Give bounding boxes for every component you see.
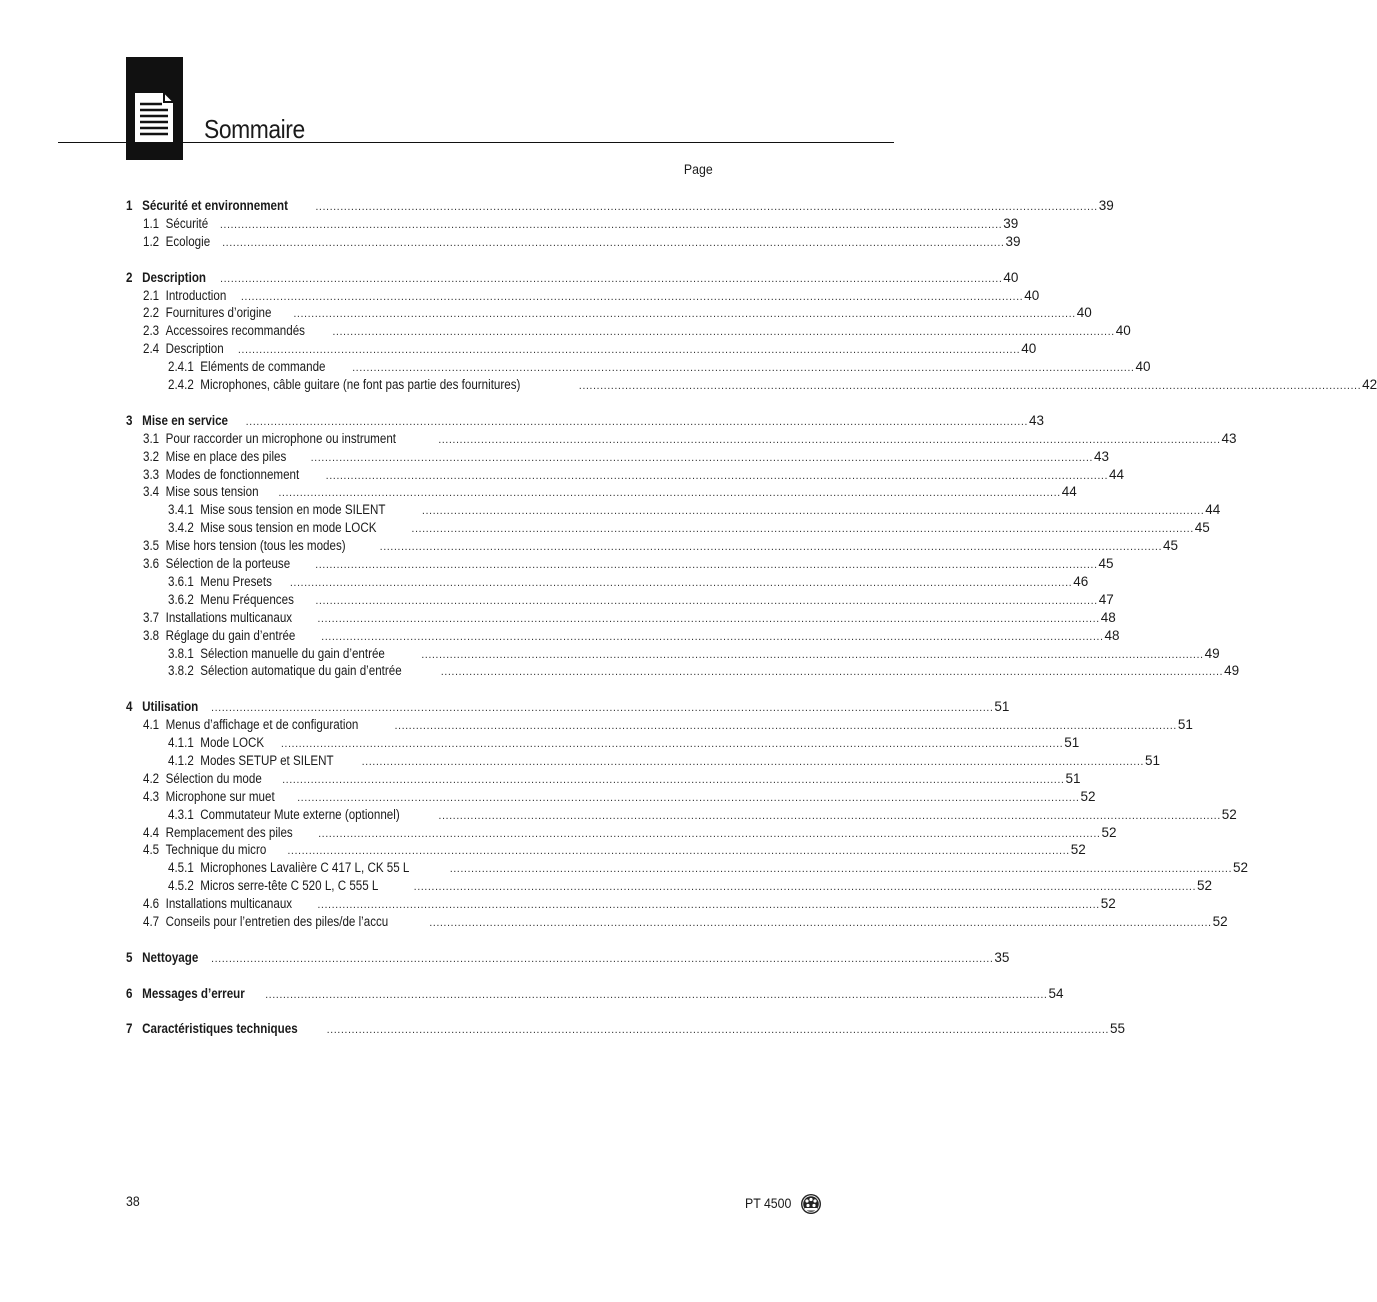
toc-entry-title: Commutateur Mute externe (optionnel) (200, 806, 400, 822)
toc-entry-label (168, 501, 385, 519)
toc-entry-page: 52 (1233, 860, 1249, 876)
toc-entry (126, 376, 1377, 394)
toc-entry-page: 44 (1061, 484, 1077, 500)
toc-dot-leader: ............................................................................................................................................................................................................................ (438, 433, 1221, 446)
toc-entry-title: Sélection de la porteuse (165, 556, 291, 571)
toc-entry-page: 52 (1080, 788, 1096, 804)
toc-entry (126, 215, 1019, 233)
toc-entry-title: Menus d’affichage et de configuration (165, 717, 359, 733)
toc-dot-leader: ............................................................................................................................................................................................................................ (293, 308, 1076, 321)
toc-entry (126, 788, 1096, 806)
toc-entry-number: 2.4.1 (168, 359, 194, 375)
toc-dot-leader: ............................................................................................................................................................................................................................ (278, 487, 1061, 500)
toc-entry-number: 2.4.2 (168, 377, 194, 392)
toc-entry-page: 39 (1005, 233, 1021, 249)
toc-entry-number: 1 (126, 198, 133, 213)
toc-entry-number: 2.1 (143, 287, 160, 303)
toc-entry-title: Sélection du mode (165, 770, 262, 786)
toc-entry-title: Micros serre-tête C 520 L, C 555 L (200, 878, 379, 894)
toc-entry-number: 3.1 (143, 430, 160, 446)
toc-entry (126, 877, 1213, 895)
toc-entry (126, 698, 1010, 716)
toc-entry (126, 591, 1114, 609)
toc-entry (126, 448, 1110, 466)
toc-entry-title: Remplacement des piles (165, 824, 293, 840)
toc-entry-title: Messages d’erreur (142, 985, 245, 1001)
toc-entry-title: Caractéristiques techniques (142, 1021, 298, 1037)
toc-entry-number: 3.7 (143, 609, 160, 625)
toc-entry (126, 537, 1179, 555)
toc-dot-leader: ............................................................................................................................................................................................................................ (361, 755, 1144, 768)
toc-entry-title: Mise hors tension (tous les modes) (165, 538, 346, 554)
toc-entry (126, 233, 1021, 251)
toc-dot-leader: ............................................................................................................................................................................................................................ (289, 576, 1073, 589)
toc-entry-number: 4.7 (143, 914, 160, 929)
toc-entry-title: Description (165, 341, 224, 357)
toc-entry (126, 322, 1131, 340)
toc-entry (126, 304, 1092, 322)
toc-entry (126, 287, 1040, 305)
page-column-label: Page (684, 161, 713, 177)
toc-entry (126, 824, 1117, 842)
toc-entry-label (126, 949, 198, 967)
toc-entry-label (143, 770, 262, 788)
toc-entry-page: 52 (1197, 878, 1213, 894)
toc-entry (126, 573, 1089, 591)
toc-dot-leader: ............................................................................................................................................................................................................................ (352, 362, 1135, 375)
toc-entry-page: 45 (1194, 520, 1210, 536)
toc-entry-number: 4.5.1 (168, 860, 194, 876)
toc-entry-number: 3.6.2 (168, 591, 194, 607)
toc-entry-title: Ecologie (165, 233, 211, 249)
toc-entry-label (143, 483, 259, 501)
toc-entry-title: Menu Presets (200, 573, 272, 589)
toc-entry-number: 3.8.2 (168, 663, 194, 679)
toc-entry-number: 4.3.1 (168, 806, 194, 822)
toc-entry (126, 985, 1064, 1003)
toc-dot-leader: ............................................................................................................................................................................................................................ (211, 952, 994, 965)
toc-entry-label (168, 519, 376, 537)
toc-entry-label (143, 895, 292, 913)
toc-entry-label (168, 358, 325, 376)
toc-entry-title: Sélection manuelle du gain d’entrée (200, 645, 385, 661)
toc-dot-leader: ............................................................................................................................................................................................................................ (421, 648, 1204, 661)
toc-dot-leader: ............................................................................................................................................................................................................................ (394, 720, 1177, 733)
toc-entry-label (143, 448, 286, 466)
toc-entry-title: Introduction (165, 287, 227, 303)
toc-dot-leader: ............................................................................................................................................................................................................................ (317, 612, 1100, 625)
toc-entry-label (126, 698, 198, 716)
toc-entry-label (168, 662, 402, 680)
toc-entry-title: Sélection automatique du gain d’entrée (200, 663, 402, 679)
toc-dot-leader: ............................................................................................................................................................................................................................ (315, 594, 1098, 607)
toc-entry-title: Modes SETUP et SILENT (200, 752, 334, 768)
toc-entry-label (168, 877, 378, 895)
toc-entry-page: 40 (1021, 341, 1037, 357)
page-title: Sommaire (204, 114, 305, 144)
toc-entry-page: 52 (1212, 914, 1228, 929)
toc-entry-page: 39 (1098, 198, 1114, 213)
toc-entry-label (126, 1020, 298, 1038)
toc-dot-leader: ............................................................................................................................................................................................................................ (240, 290, 1024, 303)
toc-dot-leader: ............................................................................................................................................................................................................................ (449, 863, 1233, 876)
toc-entry (126, 895, 1116, 913)
toc-dot-leader: ............................................................................................................................................................................................................................ (578, 380, 1362, 392)
toc-entry-title: Réglage du gain d’entrée (165, 627, 296, 643)
toc-entry-page: 51 (1144, 752, 1160, 768)
toc-entry-page: 40 (1076, 305, 1092, 321)
toc-entry-page: 44 (1205, 502, 1221, 518)
toc-entry-label (168, 376, 520, 394)
toc-entry-label (168, 752, 334, 770)
toc-dot-leader: ............................................................................................................................................................................................................................ (222, 236, 1005, 249)
toc-entry (126, 627, 1120, 645)
toc-entry-number: 3.4.2 (168, 520, 194, 536)
toc-dot-leader: ............................................................................................................................................................................................................................ (280, 738, 1064, 750)
toc-entry-number: 4.6 (143, 896, 160, 912)
toc-entry-label (126, 269, 206, 287)
toc-entry (126, 519, 1210, 537)
toc-entry-label (143, 609, 292, 627)
toc-entry-number: 4.5 (143, 842, 160, 858)
toc-entry-title: Eléments de commande (200, 359, 326, 375)
toc-entry-label (168, 859, 409, 877)
toc-entry-title: Mode LOCK (200, 735, 265, 750)
toc-entry-page: 47 (1098, 591, 1114, 607)
toc-entry-number: 3.4 (143, 484, 160, 500)
toc-entry (126, 752, 1160, 770)
toc-entry-title: Mise sous tension (165, 484, 259, 500)
toc-entry-title: Modes de fonctionnement (165, 466, 300, 482)
toc-entry-number: 3.4.1 (168, 502, 194, 518)
toc-entry-title: Mise sous tension en mode LOCK (200, 520, 377, 536)
toc-entry-title: Accessoires recommandés (165, 323, 305, 339)
toc-entry (126, 913, 1228, 931)
toc-entry-label (143, 627, 295, 645)
toc-entry-number: 4 (126, 699, 133, 715)
toc-entry-title: Installations multicanaux (165, 896, 293, 912)
toc-dot-leader: ............................................................................................................................................................................................................................ (379, 541, 1162, 554)
toc-entry-page: 35 (994, 949, 1010, 965)
toc-entry-title: Microphone sur muet (165, 788, 275, 804)
toc-entry-title: Pour raccorder un microphone ou instrument (165, 430, 397, 446)
toc-dot-leader: ............................................................................................................................................................................................................................ (318, 827, 1101, 840)
toc-dot-leader: ............................................................................................................................................................................................................................ (297, 791, 1080, 804)
section-header-block (126, 57, 183, 160)
toc-entry-page: 51 (994, 699, 1010, 715)
toc-entry-page: 39 (1003, 215, 1019, 231)
toc-entry-number: 7 (126, 1021, 133, 1037)
toc-entry (126, 466, 1125, 484)
toc-entry-title: Sécurité (165, 215, 209, 231)
toc-entry-number: 3 (126, 412, 133, 428)
toc-dot-leader: ............................................................................................................................................................................................................................ (211, 702, 994, 715)
toc-entry (126, 859, 1249, 877)
toc-dot-leader: ............................................................................................................................................................................................................................ (282, 773, 1065, 786)
toc-entry-number: 4.1.1 (168, 735, 194, 750)
toc-entry-title: Mise en place des piles (165, 448, 287, 464)
toc-entry (126, 340, 1037, 358)
toc-entry-number: 1.2 (143, 233, 160, 249)
toc-dot-leader: ............................................................................................................................................................................................................................ (265, 988, 1048, 1001)
toc-entry-page: 48 (1104, 627, 1120, 643)
toc-entry (126, 197, 1114, 215)
toc-entry-number: 4.5.2 (168, 878, 194, 894)
product-name: PT 4500 (745, 1195, 792, 1211)
toc-entry-page: 45 (1163, 538, 1179, 554)
toc-dot-leader: ............................................................................................................................................................................................................................ (332, 326, 1115, 339)
toc-entry-page: 43 (1221, 430, 1237, 446)
toc-entry-title: Microphones Lavalière C 417 L, CK 55 L (200, 860, 410, 876)
toc-entry-title: Fournitures d’origine (165, 305, 272, 321)
toc-entry-label (143, 322, 305, 340)
toc-entry-label (143, 430, 396, 448)
toc-entry-page: 49 (1224, 663, 1240, 679)
toc-entry-page: 52 (1101, 824, 1117, 840)
toc-entry-page: 43 (1093, 448, 1110, 464)
toc-entry-title: Menu Fréquences (200, 591, 294, 607)
toc-dot-leader: ............................................................................................................................................................................................................................ (245, 415, 1028, 428)
toc-entry-page: 40 (1024, 287, 1040, 303)
toc-entry (126, 645, 1220, 663)
toc-entry-label (143, 537, 346, 555)
toc-entry-page: 42 (1362, 377, 1377, 392)
toc-entry-number: 2.3 (143, 323, 160, 339)
toc-entry-label (143, 841, 266, 859)
toc-entry (126, 412, 1044, 430)
page-number: 38 (126, 1193, 140, 1209)
toc-entry-page: 46 (1073, 573, 1089, 589)
toc-entry-title: Nettoyage (142, 949, 199, 965)
toc-entry-number: 4.4 (143, 824, 160, 840)
toc-entry-page: 45 (1098, 556, 1114, 571)
toc-entry-number: 5 (126, 949, 133, 965)
toc-entry-label (126, 412, 228, 430)
toc-entry-label (143, 824, 293, 842)
toc-entry (126, 716, 1193, 734)
toc-dot-leader: ............................................................................................................................................................................................................................ (315, 559, 1098, 571)
toc-dot-leader: ............................................................................................................................................................................................................................ (326, 1024, 1109, 1037)
toc-entry-title: Installations multicanaux (165, 609, 293, 625)
toc-entry-page: 48 (1100, 609, 1116, 625)
toc-entry-number: 4.2 (143, 770, 160, 786)
toc-entry (126, 430, 1237, 448)
document-icon (132, 90, 176, 146)
toc-entry-label (143, 466, 299, 484)
toc-entry (126, 734, 1080, 752)
toc-entry-label (143, 287, 226, 305)
akg-logo-icon (800, 1193, 822, 1215)
header-rule (58, 142, 894, 143)
toc-entry-number: 4.3 (143, 788, 160, 804)
toc-entry (126, 555, 1114, 573)
toc-entry-label (168, 591, 294, 609)
toc-entry-number: 2 (126, 269, 133, 285)
toc-entry-label (143, 215, 208, 233)
toc-entry-label (168, 806, 400, 824)
toc-entry (126, 841, 1086, 859)
toc-entry-number: 3.3 (143, 466, 160, 482)
toc-entry-number: 3.6.1 (168, 573, 194, 589)
toc-entry-label (143, 913, 388, 931)
toc-dot-leader: ............................................................................................................................................................................................................................ (219, 218, 1003, 231)
toc-entry-title: Microphones, câble guitare (ne font pas partie des fournitures) (200, 377, 521, 392)
toc-dot-leader: ............................................................................................................................................................................................................................ (237, 344, 1021, 357)
toc-entry-number: 3.6 (143, 556, 160, 571)
toc-entry-label (143, 788, 275, 806)
toc-entry-page: 51 (1065, 770, 1081, 786)
toc-entry-page: 55 (1109, 1021, 1125, 1037)
toc-dot-leader: ............................................................................................................................................................................................................................ (220, 272, 1003, 285)
toc-entry (126, 806, 1237, 824)
toc-entry-number: 3.8.1 (168, 645, 194, 661)
toc-entry-label (143, 233, 210, 251)
toc-dot-leader: ............................................................................................................................................................................................................................ (317, 899, 1100, 912)
toc-entry-title: Description (142, 269, 207, 285)
toc-entry-title: Mise sous tension en mode SILENT (200, 502, 386, 518)
toc-entry-number: 3.2 (143, 448, 160, 464)
toc-entry-title: Technique du micro (165, 842, 267, 858)
toc-entry (126, 662, 1240, 680)
toc-entry-number: 4.1.2 (168, 752, 194, 768)
toc-entry-number: 3.8 (143, 627, 160, 643)
toc-dot-leader: ............................................................................................................................................................................................................................ (440, 666, 1224, 679)
toc-entry-number: 4.1 (143, 717, 160, 733)
toc-entry (126, 501, 1221, 519)
toc-dot-leader: ............................................................................................................................................................................................................................ (287, 845, 1070, 858)
toc-entry-number: 1.1 (143, 215, 160, 231)
toc-dot-leader: ............................................................................................................................................................................................................................ (411, 523, 1194, 536)
toc-entry (126, 358, 1151, 376)
toc-entry-label (143, 555, 290, 573)
toc-entry-page: 51 (1064, 735, 1080, 750)
toc-entry-label (143, 716, 358, 734)
toc-entry-number: 2.4 (143, 341, 160, 357)
toc-entry (126, 483, 1077, 501)
toc-dot-leader: ............................................................................................................................................................................................................................ (421, 505, 1205, 518)
toc-entry-number: 2.2 (143, 305, 160, 321)
toc-entry-title: Sécurité et environnement (142, 198, 288, 213)
toc-dot-leader: ............................................................................................................................................................................................................................ (315, 201, 1098, 213)
toc-entry-page: 49 (1204, 645, 1220, 661)
toc-entry-page: 44 (1109, 466, 1125, 482)
toc-entry-page: 43 (1028, 412, 1044, 428)
toc-entry-label (143, 340, 224, 358)
toc-dot-leader: ............................................................................................................................................................................................................................ (429, 917, 1212, 929)
toc-entry-label (126, 985, 245, 1003)
toc-entry-label (168, 573, 272, 591)
toc-entry-page: 52 (1221, 806, 1237, 822)
toc-dot-leader: ............................................................................................................................................................................................................................ (325, 469, 1109, 482)
toc-entry-number: 6 (126, 985, 133, 1001)
toc-entry-page: 40 (1115, 323, 1131, 339)
toc-entry (126, 609, 1116, 627)
toc-entry-page: 52 (1070, 842, 1086, 858)
toc-dot-leader: ............................................................................................................................................................................................................................ (310, 451, 1093, 464)
toc-entry-title: Conseils pour l’entretien des piles/de l’accu (165, 914, 389, 929)
toc-entry-page: 52 (1100, 896, 1116, 912)
toc-dot-leader: ............................................................................................................................................................................................................................ (438, 809, 1221, 822)
toc-dot-leader: ............................................................................................................................................................................................................................ (413, 881, 1196, 894)
toc-entry (126, 1020, 1125, 1038)
toc-entry-title: Utilisation (142, 699, 199, 715)
toc-dot-leader: ............................................................................................................................................................................................................................ (321, 630, 1104, 643)
toc-entry (126, 770, 1081, 788)
toc-entry-label (143, 304, 271, 322)
toc-entry-title: Mise en service (142, 412, 229, 428)
toc-entry-page: 51 (1177, 717, 1193, 733)
toc-entry-label (168, 645, 385, 663)
toc-entry-label (168, 734, 264, 752)
toc-entry (126, 269, 1019, 287)
toc-entry-page: 40 (1135, 359, 1151, 375)
toc-entry-page: 40 (1003, 269, 1019, 285)
toc-entry-page: 54 (1048, 985, 1064, 1001)
toc-entry-label (126, 197, 288, 215)
toc-entry-number: 3.5 (143, 538, 160, 554)
toc-entry (126, 949, 1010, 967)
